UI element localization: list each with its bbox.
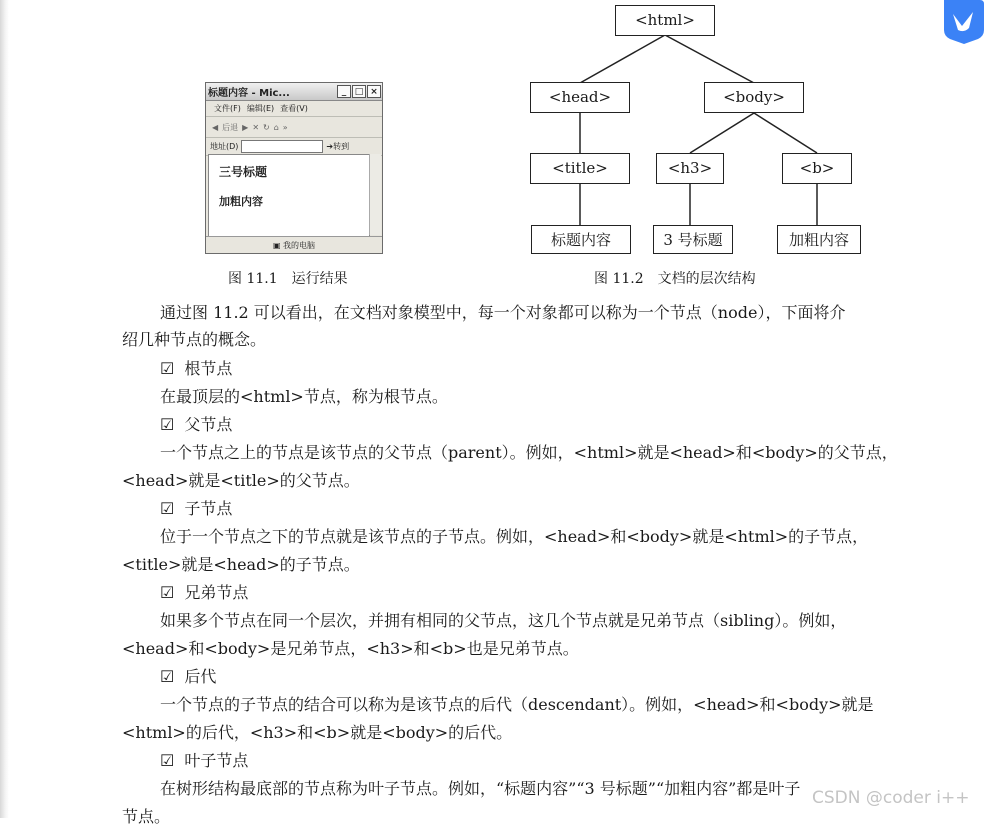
stop-icon: ✕ [252, 122, 260, 132]
dom-tree-diagram [520, 0, 880, 260]
csdn-watermark: CSDN @coder i++ [812, 788, 970, 808]
content-heading: 三号标题 [219, 165, 268, 179]
heading-leaf-node [160, 747, 248, 775]
window-scrollbar [369, 154, 381, 235]
node-html: <html> [615, 5, 715, 36]
computer-icon: ▣ [272, 240, 281, 250]
descendant-para-1: 一个节点的子节点的结合可以称为是该节点的后代（descendant）。例如，<head>和<body>就是 [160, 695, 874, 714]
node-b: <b> [782, 153, 852, 184]
child-para-1: 位于一个节点之下的节点就是该节点的子节点。例如，<head>和<body>就是<html>的子节点， [160, 527, 869, 546]
menu-file: 文件(F) [214, 104, 241, 113]
window-statusbar [206, 236, 382, 253]
window-toolbar [206, 117, 382, 138]
maximize-icon: □ [352, 85, 366, 98]
address-input [241, 140, 323, 153]
go-label: 转到 [333, 142, 350, 151]
intro-line-2: 绍几种节点的概念。 [122, 330, 267, 349]
window-content [208, 154, 370, 237]
heading-descendant [160, 663, 216, 691]
toolbar-more: » [282, 122, 288, 132]
heading-root-node [160, 355, 232, 383]
root-para: 在最顶层的<html>节点，称为根节点。 [160, 387, 448, 406]
child-para-2: <title>就是<head>的子节点。 [122, 555, 360, 574]
minimize-icon: _ [337, 85, 351, 98]
menu-edit: 编辑(E) [246, 104, 275, 113]
sibling-para-2: <head>和<body>是兄弟节点，<h3>和<b>也是兄弟节点。 [122, 639, 579, 658]
refresh-icon: ↻ [263, 122, 270, 132]
parent-para-1: 一个节点之上的节点是该节点的父节点（parent）。例如，<html>就是<head>和<body>的父节点， [160, 443, 898, 462]
descendant-para-2: <html>的后代，<h3>和<b>就是<body>的后代。 [122, 723, 513, 742]
leaf-para-2: 节点。 [122, 807, 171, 826]
sibling-para-1: 如果多个节点在同一个层次，并拥有相同的父节点，这几个节点就是兄弟节点（sibling）。例如， [160, 611, 847, 630]
heading-text: 父节点 [184, 415, 233, 434]
page-edge-shadow [0, 0, 9, 818]
leaf-node-3: 加粗内容 [777, 225, 861, 254]
caption-figure-11-1: 图 11.1 运行结果 [228, 271, 348, 287]
checkbox-icon: ☑ [160, 415, 175, 434]
close-icon: × [367, 85, 381, 98]
status-text: 我的电脑 [283, 240, 316, 250]
back-icon: ◀ [212, 122, 219, 132]
caption-figure-11-2: 图 11.2 文档的层次结构 [594, 271, 756, 287]
checkbox-icon: ☑ [160, 359, 175, 378]
intro-line-1: 通过图 11.2 可以看出，在文档对象模型中，每一个对象都可以称为一个节点（node），下面将介 [160, 303, 846, 322]
content-bold: 加粗内容 [219, 195, 263, 208]
tree-connectors [520, 0, 880, 260]
forward-icon: ▶ [242, 122, 249, 132]
heading-text: 叶子节点 [184, 751, 249, 770]
app-logo-icon[interactable] [940, 0, 984, 44]
window-titlebar [206, 83, 382, 101]
browser-window-figure [205, 82, 383, 254]
node-h3: <h3> [656, 153, 724, 184]
node-head: <head> [530, 82, 630, 113]
parent-para-2: <head>就是<title>的父节点。 [122, 471, 360, 490]
leaf-para-1: 在树形结构最底部的节点称为叶子节点。例如，“标题内容”“3 号标题”“加粗内容”都是叶子 [160, 779, 801, 798]
address-label: 地址(D) [210, 142, 239, 151]
window-menubar [206, 101, 382, 117]
heading-text: 子节点 [184, 499, 233, 518]
node-body: <body> [704, 82, 804, 113]
heading-text: 兄弟节点 [184, 583, 249, 602]
checkbox-icon: ☑ [160, 667, 175, 686]
checkbox-icon: ☑ [160, 499, 175, 518]
heading-text: 根节点 [184, 359, 233, 378]
heading-parent-node [160, 411, 232, 439]
window-title: 标题内容 - Mic... [208, 88, 290, 99]
checkbox-icon: ☑ [160, 583, 175, 602]
menu-view: 查看(V) [280, 104, 308, 113]
go-arrow-icon: ➔ [326, 142, 334, 151]
heading-text: 后代 [184, 667, 217, 686]
heading-child-node [160, 495, 232, 523]
home-icon: ⌂ [273, 122, 279, 132]
leaf-node-2: 3 号标题 [653, 225, 733, 254]
leaf-node-1: 标题内容 [531, 225, 631, 254]
back-label: 后退 [222, 122, 239, 132]
heading-sibling-node [160, 579, 248, 607]
node-title: <title> [530, 153, 630, 184]
checkbox-icon: ☑ [160, 751, 175, 770]
